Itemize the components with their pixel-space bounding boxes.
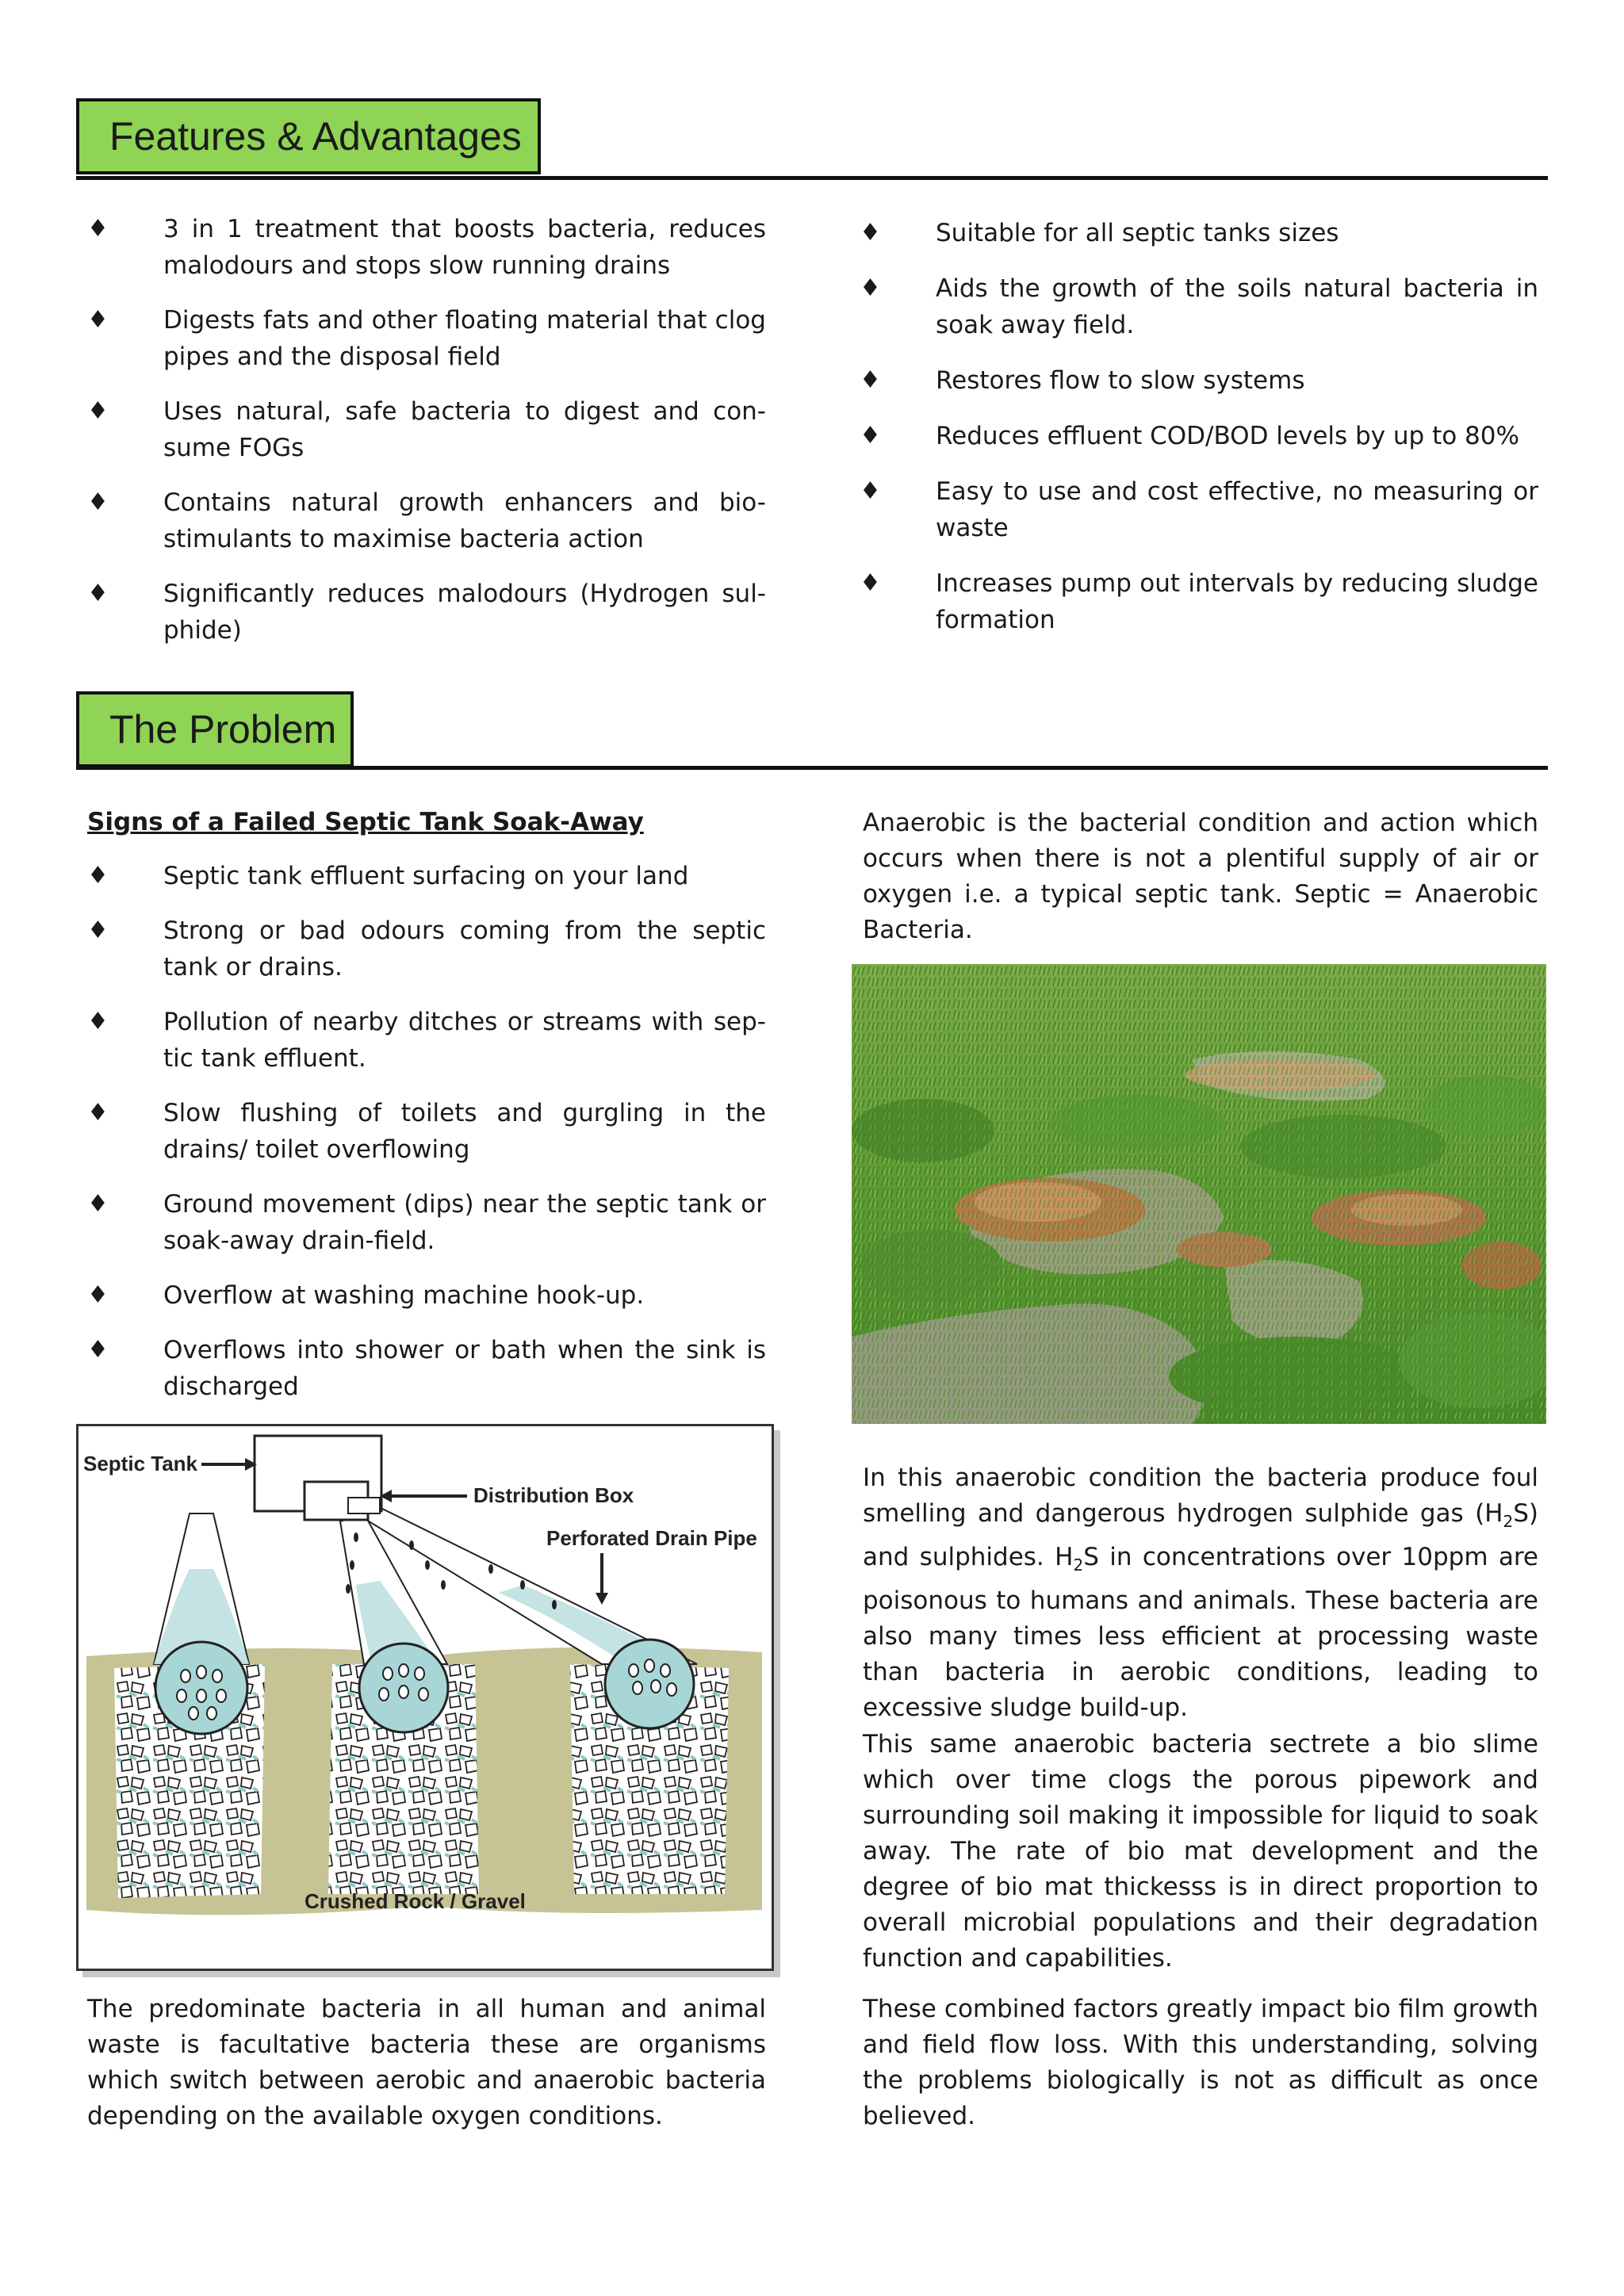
bullet-icon: ♦	[87, 1190, 109, 1218]
bullet-icon: ♦	[860, 569, 881, 597]
features-left-list	[76, 211, 766, 649]
bullet-icon: ♦	[860, 422, 881, 450]
sign-text: Septic tank effluent surfacing on your land	[163, 862, 689, 890]
features-right-list	[848, 215, 1538, 638]
h2s-subscript-1: 2	[1503, 1512, 1514, 1532]
feature-text: Aids the growth of the soils natural bacteria in soak away field.	[936, 274, 1538, 339]
anaerobic-intro: Anaerobic is the bacterial condition and action which occurs when there is not a plentiful supply of air or oxygen i.e. a typical septic tank. Septic = Anaerobic Bacteria.	[863, 809, 1538, 944]
bullet-icon: ♦	[87, 862, 109, 890]
features-title-box	[76, 98, 541, 174]
sign-text: Pollution of nearby ditches or streams with sep-tic tank effluent.	[163, 1008, 766, 1073]
list-item	[76, 1004, 766, 1077]
grass-photo-art	[852, 964, 1546, 1424]
list-item	[76, 1332, 766, 1405]
list-item	[76, 1095, 766, 1168]
feature-text: Contains natural growth enhancers and bio-stimulants to maximise bacteria action	[163, 488, 766, 553]
bullet-icon: ♦	[860, 366, 881, 394]
list-item	[76, 302, 766, 375]
feature-text: Easy to use and cost effective, no measuring or waste	[936, 477, 1538, 542]
label-septic-tank: Septic Tank	[83, 1452, 198, 1475]
failed-soakaway-photo	[852, 964, 1546, 1424]
feature-text: Digests fats and other floating material that clog pipes and the disposal field	[163, 306, 766, 371]
features-rule	[76, 176, 1548, 180]
label-crushed-rock: Crushed Rock / Gravel	[304, 1889, 526, 1913]
list-item	[848, 215, 1538, 251]
problem-title-box	[76, 691, 354, 767]
list-item	[76, 211, 766, 284]
list-item	[848, 473, 1538, 546]
h2s-paragraph	[863, 1460, 1538, 1726]
bullet-icon: ♦	[87, 488, 109, 516]
problem-rule	[76, 766, 1548, 770]
feature-text: Reduces effluent COD/BOD levels by up to 80%	[936, 422, 1519, 450]
list-item	[76, 393, 766, 466]
list-item	[76, 913, 766, 985]
h2s-text-2: S) and sulphides. H	[863, 1499, 1538, 1572]
bullet-icon: ♦	[87, 306, 109, 334]
feature-text: Significantly reduces malodours (Hydrogen sul-phide)	[163, 580, 766, 645]
list-item	[848, 270, 1538, 343]
list-item	[76, 858, 766, 894]
h2s-text-1: In this anaerobic condition the bacteria produce foul smelling and dangerous hydrogen sulphide gas (H	[863, 1464, 1538, 1528]
list-item	[76, 1277, 766, 1314]
bullet-icon: ♦	[87, 397, 109, 425]
facultative-paragraph: The predominate bacteria in all human and animal waste is facultative bacteria these are organisms which switch between aerobic and anaerobic bacteria depending on the available oxygen conditions.	[87, 1995, 766, 2130]
bullet-icon: ♦	[87, 1336, 109, 1364]
bullet-icon: ♦	[87, 1281, 109, 1309]
feature-text: Suitable for all septic tanks sizes	[936, 219, 1339, 247]
sign-text: Slow flushing of toilets and gurgling in the drains/ toilet overflowing	[163, 1099, 766, 1164]
septic-soakaway-diagram	[76, 1424, 774, 1971]
sign-text: Overflow at washing machine hook-up.	[163, 1281, 645, 1310]
bullet-icon: ♦	[87, 1099, 109, 1127]
sign-text: Overflows into shower or bath when the sink is discharged	[163, 1336, 766, 1401]
list-item	[76, 1186, 766, 1259]
sign-text: Strong or bad odours coming from the septic tank or drains.	[163, 916, 766, 982]
problem-title: The Problem	[109, 707, 337, 752]
bullet-icon: ♦	[87, 1008, 109, 1035]
label-perforated-drain-pipe: Perforated Drain Pipe	[546, 1526, 757, 1550]
feature-text: Increases pump out intervals by reducing sludge formation	[936, 569, 1538, 634]
bullet-icon: ♦	[87, 916, 109, 944]
signs-heading: Signs of a Failed Septic Tank Soak-Away	[87, 808, 644, 836]
signs-list	[76, 858, 766, 1405]
bullet-icon: ♦	[87, 215, 109, 243]
list-item	[848, 418, 1538, 454]
bullet-icon: ♦	[87, 580, 109, 607]
feature-text: Uses natural, safe bacteria to digest and con-sume FOGs	[163, 397, 766, 462]
list-item	[76, 484, 766, 557]
bullet-icon: ♦	[860, 477, 881, 505]
list-item	[848, 565, 1538, 638]
bullet-icon: ♦	[860, 274, 881, 302]
diagram-art	[79, 1426, 772, 1969]
label-distribution-box: Distribution Box	[473, 1483, 634, 1507]
list-item	[848, 362, 1538, 399]
features-title: Features & Advantages	[109, 114, 522, 159]
feature-text: Restores flow to slow systems	[936, 366, 1305, 395]
feature-text: 3 in 1 treatment that boosts bacteria, reduces malodours and stops slow running drains	[163, 215, 766, 280]
bullet-icon: ♦	[860, 219, 881, 247]
combined-factors-paragraph: These combined factors greatly impact bio film growth and field flow loss. With this understanding, solving the problems biologically is not as difficult as once believed.	[863, 1995, 1538, 2130]
list-item	[76, 576, 766, 649]
bioslime-paragraph: This same anaerobic bacteria sectrete a bio slime which over time clogs the porous pipework and surrounding soil making it impossible for liquid to soak away. The rate of bio mat development and the degree of bio mat thickesss is in direct proportion to overall microbial populations and their degradation function and capabilities.	[863, 1730, 1538, 1973]
h2s-subscript-2: 2	[1073, 1556, 1084, 1575]
h2s-text-3: S in concentrations over 10ppm are poisonous to humans and animals. These bacteria are also many times less efficient at processing waste than bacteria in aerobic conditions, leading to excessive sludge build-up.	[863, 1543, 1538, 1723]
sign-text: Ground movement (dips) near the septic tank or soak-away drain-field.	[163, 1190, 766, 1255]
